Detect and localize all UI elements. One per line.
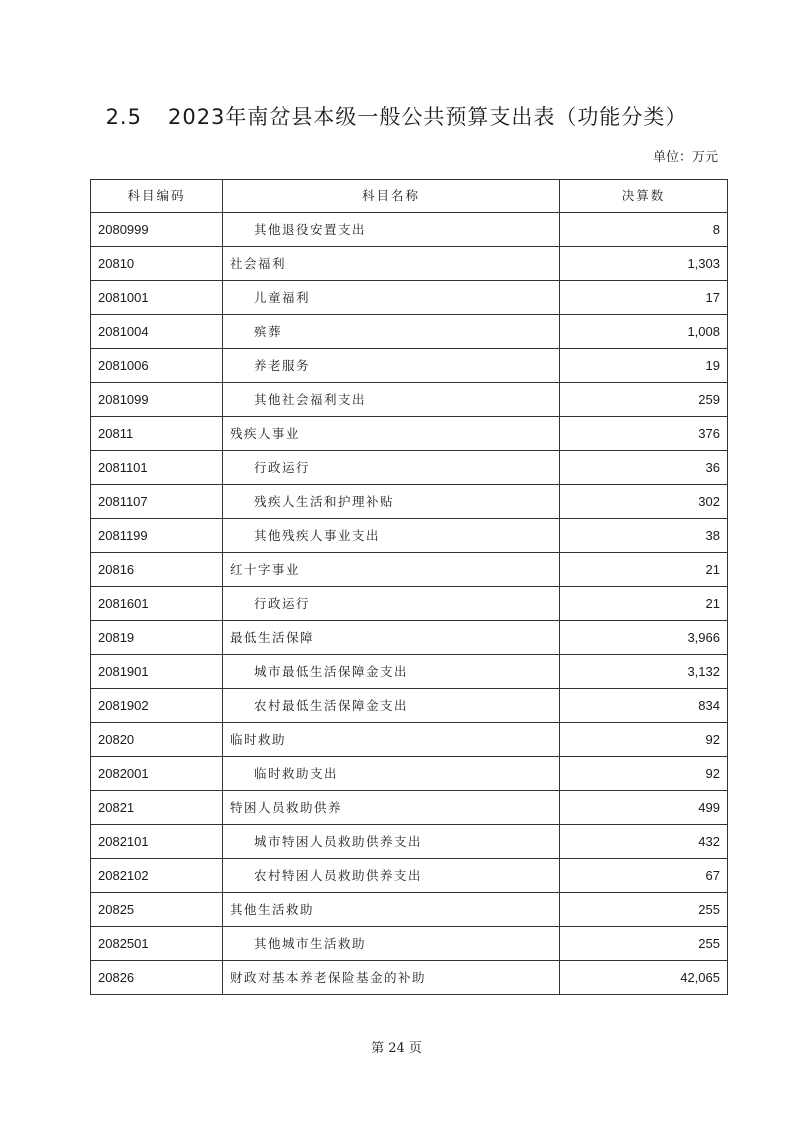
cell-code: 20819 [91, 621, 223, 655]
page-number: 第 24 页 [371, 1041, 422, 1056]
cell-name: 最低生活保障 [223, 621, 560, 655]
table-row [91, 451, 728, 485]
cell-name: 农村特困人员救助供养支出 [223, 859, 560, 893]
cell-name: 残疾人生活和护理补贴 [223, 485, 560, 519]
cell-name: 城市特困人员救助供养支出 [223, 825, 560, 859]
cell-amount: 376 [560, 417, 728, 451]
cell-code: 2081004 [91, 315, 223, 349]
cell-code: 2081099 [91, 383, 223, 417]
table-row [91, 689, 728, 723]
header-amount: 决算数 [560, 180, 728, 213]
cell-amount: 834 [560, 689, 728, 723]
table-row [91, 247, 728, 281]
cell-amount: 92 [560, 757, 728, 791]
table-row [91, 621, 728, 655]
cell-name: 残疾人事业 [223, 417, 560, 451]
cell-code: 2081006 [91, 349, 223, 383]
table-row [91, 349, 728, 383]
cell-amount: 92 [560, 723, 728, 757]
cell-code: 20811 [91, 417, 223, 451]
table-row [91, 417, 728, 451]
cell-name: 社会福利 [223, 247, 560, 281]
table-row [91, 859, 728, 893]
cell-amount: 38 [560, 519, 728, 553]
cell-code: 2081199 [91, 519, 223, 553]
cell-name: 农村最低生活保障金支出 [223, 689, 560, 723]
cell-code: 2082001 [91, 757, 223, 791]
table-header-row [91, 180, 728, 213]
cell-name: 其他残疾人事业支出 [223, 519, 560, 553]
cell-amount: 21 [560, 587, 728, 621]
table-row [91, 723, 728, 757]
cell-amount: 3,966 [560, 621, 728, 655]
table-row [91, 927, 728, 961]
cell-code: 20816 [91, 553, 223, 587]
cell-name: 临时救助 [223, 723, 560, 757]
table-body [91, 213, 728, 995]
cell-code: 2081902 [91, 689, 223, 723]
header-code: 科目编码 [91, 180, 223, 213]
table-row [91, 825, 728, 859]
table-row [91, 961, 728, 995]
cell-amount: 432 [560, 825, 728, 859]
section-number: 2.5 [105, 105, 142, 129]
table-row [91, 553, 728, 587]
cell-code: 2081601 [91, 587, 223, 621]
table-row [91, 655, 728, 689]
cell-amount: 67 [560, 859, 728, 893]
cell-amount: 3,132 [560, 655, 728, 689]
cell-amount: 1,303 [560, 247, 728, 281]
cell-name: 养老服务 [223, 349, 560, 383]
cell-name: 其他生活救助 [223, 893, 560, 927]
cell-code: 20810 [91, 247, 223, 281]
table-row [91, 587, 728, 621]
cell-amount: 259 [560, 383, 728, 417]
cell-code: 2082102 [91, 859, 223, 893]
cell-code: 2080999 [91, 213, 223, 247]
cell-amount: 255 [560, 927, 728, 961]
cell-name: 其他社会福利支出 [223, 383, 560, 417]
table-row [91, 485, 728, 519]
cell-name: 其他城市生活救助 [223, 927, 560, 961]
table-row [91, 213, 728, 247]
cell-name: 红十字事业 [223, 553, 560, 587]
table-row [91, 893, 728, 927]
table-row [91, 757, 728, 791]
cell-name: 殡葬 [223, 315, 560, 349]
page-title [0, 104, 793, 130]
expenditure-table [90, 179, 728, 995]
cell-code: 2081107 [91, 485, 223, 519]
table-row [91, 791, 728, 825]
unit-label: 单位：万元 [652, 150, 718, 165]
cell-name: 财政对基本养老保险基金的补助 [223, 961, 560, 995]
header-name: 科目名称 [223, 180, 560, 213]
cell-code: 2081901 [91, 655, 223, 689]
cell-amount: 255 [560, 893, 728, 927]
title-text: 2023年南岔县本级一般公共预算支出表（功能分类） [167, 105, 688, 129]
cell-amount: 499 [560, 791, 728, 825]
cell-code: 20825 [91, 893, 223, 927]
cell-code: 20821 [91, 791, 223, 825]
cell-amount: 1,008 [560, 315, 728, 349]
cell-code: 20820 [91, 723, 223, 757]
cell-amount: 21 [560, 553, 728, 587]
table-row [91, 315, 728, 349]
cell-amount: 302 [560, 485, 728, 519]
cell-code: 2081001 [91, 281, 223, 315]
cell-name: 临时救助支出 [223, 757, 560, 791]
cell-code: 2082501 [91, 927, 223, 961]
cell-name: 特困人员救助供养 [223, 791, 560, 825]
cell-name: 行政运行 [223, 451, 560, 485]
cell-amount: 36 [560, 451, 728, 485]
table-row [91, 383, 728, 417]
cell-code: 20826 [91, 961, 223, 995]
table-row [91, 281, 728, 315]
cell-amount: 8 [560, 213, 728, 247]
cell-name: 行政运行 [223, 587, 560, 621]
table-row [91, 519, 728, 553]
cell-amount: 42,065 [560, 961, 728, 995]
cell-amount: 17 [560, 281, 728, 315]
cell-name: 其他退役安置支出 [223, 213, 560, 247]
cell-amount: 19 [560, 349, 728, 383]
cell-code: 2081101 [91, 451, 223, 485]
cell-name: 城市最低生活保障金支出 [223, 655, 560, 689]
cell-name: 儿童福利 [223, 281, 560, 315]
cell-code: 2082101 [91, 825, 223, 859]
